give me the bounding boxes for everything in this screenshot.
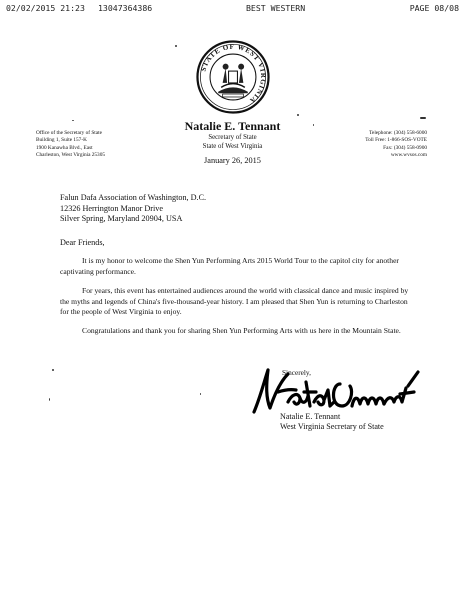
signature-mark [244, 362, 424, 418]
letterhead-name: Natalie E. Tennant [184, 119, 281, 133]
scan-speck [313, 124, 314, 126]
recipient-line: Falun Dafa Association of Washington, D.C. [60, 193, 207, 202]
fax-page-number: PAGE 08/08 [409, 3, 459, 13]
seal-ring-text: STATE OF WEST VIRGINIA [199, 42, 268, 105]
contact-line: Toll Free: 1-866-SOS-VOTE [365, 137, 427, 144]
scan-speck [175, 45, 177, 47]
letterhead-title: Secretary of State [208, 134, 257, 141]
scan-speck [72, 120, 74, 121]
scan-speck [200, 393, 201, 395]
body-paragraph [60, 326, 418, 337]
recipient-address [60, 193, 206, 225]
contact-line: Telephone: (304) 558-6000 [369, 130, 427, 136]
body-paragraph [60, 286, 418, 318]
paragraph-text: It is my honor to welcome the Shen Yun Performing Arts 2015 World Tour to the capitol city for another captivating performance. [60, 256, 399, 276]
signer-title: West Virginia Secretary of State [280, 422, 384, 431]
salutation: Dear Friends, [60, 238, 105, 247]
signer-name: Natalie E. Tennant [280, 412, 341, 421]
body-paragraph [60, 256, 418, 277]
state-seal-icon [196, 40, 270, 114]
scan-speck [49, 398, 50, 401]
signer-block [280, 412, 384, 432]
contact-line: Fax: (304) 558-0900 [383, 144, 427, 151]
paragraph-text: Congratulations and thank you for sharing Shen Yun Performing Arts with us here in the Mountain State. [82, 326, 401, 335]
office-line: 1900 Kanawha Blvd., East [36, 144, 93, 151]
letter-date: January 26, 2015 [204, 156, 261, 165]
contact-line: www.wvsos.com [390, 151, 427, 158]
fax-number: 13047364386 [98, 3, 153, 13]
fax-sender: BEST WESTERN [246, 3, 306, 13]
office-line: Building 1, Suite 157-K [36, 137, 87, 144]
paragraph-text: For years, this event has entertained audiences around the world with classical dance and music inspired by the myths and legends of China's five-thousand-year history. I am pleased that Shen Yun is returning to Charleston for the people of West Virginia to enjoy. [60, 286, 409, 317]
fax-datetime: 02/02/2015 21:23 [6, 3, 85, 13]
office-line: Charleston, West Virginia 25305 [36, 151, 105, 158]
contact-info [365, 130, 427, 159]
scan-speck [420, 117, 426, 119]
scan-speck [52, 369, 54, 371]
letterhead-state: State of West Virginia [202, 142, 263, 150]
closing: Sincerely, [282, 368, 311, 377]
recipient-line: Silver Spring, Maryland 20904, USA [60, 214, 183, 223]
recipient-line: 12326 Herrington Manor Drive [60, 203, 164, 213]
office-line: Office of the Secretary of State [36, 130, 102, 136]
scan-speck [297, 114, 299, 116]
fax-header [6, 3, 459, 15]
